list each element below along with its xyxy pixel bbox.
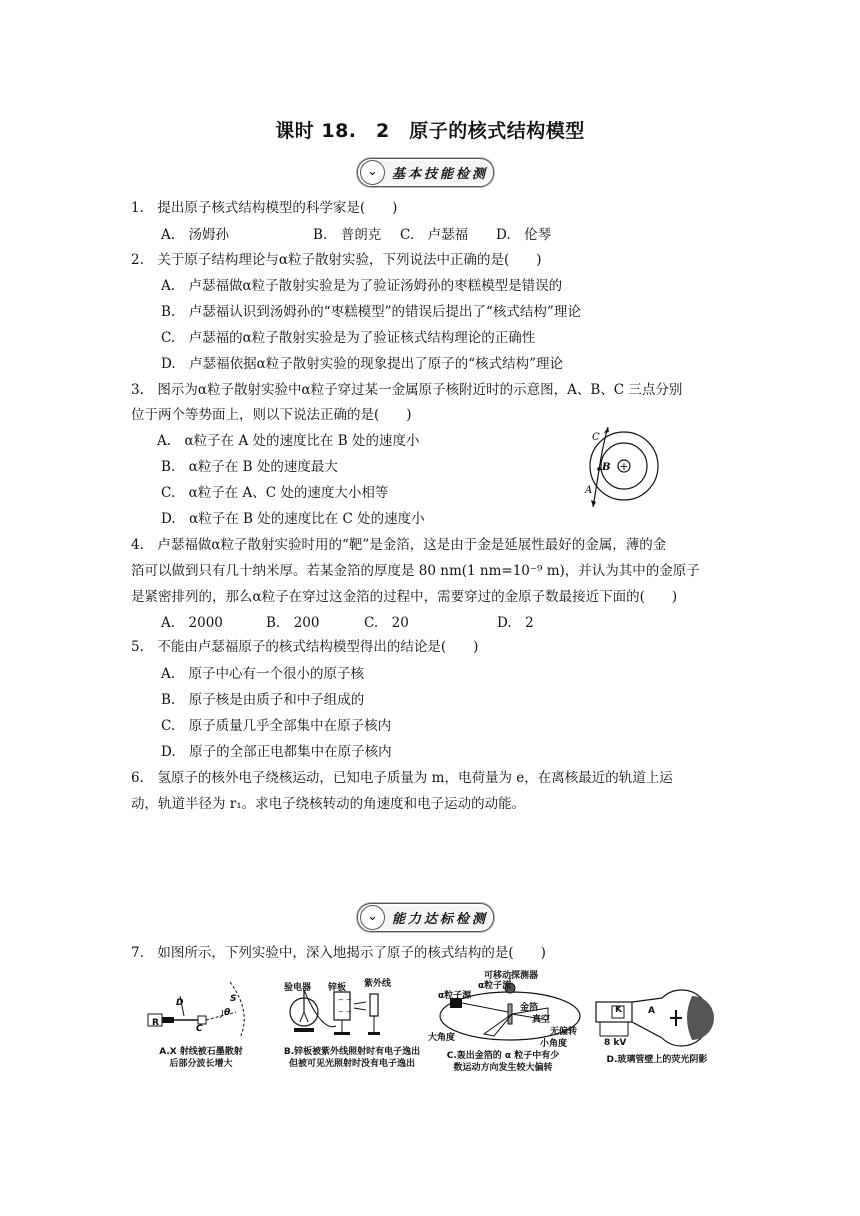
q1-option-d[interactable]: D. 伦琴 xyxy=(496,227,552,243)
question-3-stem-line2: 位于两个等势面上，则以下说法正确的是( ) xyxy=(131,407,412,423)
point-b xyxy=(597,467,601,471)
scattered-ray xyxy=(206,1012,236,1020)
fig-b-caption-2: 但被可见光照射时没有电子逸出 xyxy=(288,1059,415,1069)
electroscope-base xyxy=(294,1028,314,1032)
crystal-c xyxy=(198,1016,206,1024)
stand-base xyxy=(334,1032,350,1035)
chevron-down-icon: ⌄ xyxy=(360,905,385,930)
xray-scattering-diagram xyxy=(140,972,270,1042)
section-badge-advanced xyxy=(357,903,494,932)
q4-option-d[interactable]: D. 2 xyxy=(497,615,534,631)
label-c: C xyxy=(592,432,600,443)
label-no-deflection: 无偏转 xyxy=(550,1027,578,1037)
question-4-line3: 是紧密排列的，那么α粒子在穿过这金箔的过程中，需要穿过的金原子数最接近下面的( ) xyxy=(131,589,678,605)
label-a: A xyxy=(648,1006,655,1016)
label-r: R xyxy=(152,1018,159,1028)
question-6-line2: 动，轨道半径为 r₁。求电子绕核转动的角速度和电子运动的动能。 xyxy=(131,796,526,812)
graphite-block xyxy=(162,1017,174,1023)
uv-lamp xyxy=(370,994,378,1016)
q7-figure-d[interactable] xyxy=(592,988,722,1068)
question-7-stem: 7. 如图所示，下列实验中，深入地揭示了原子的核式结构的是( ) xyxy=(131,945,546,961)
arrow-icon xyxy=(591,500,596,507)
fig-d-caption: D.玻璃管壁上的荧光阴影 xyxy=(606,1055,708,1065)
lamp-base xyxy=(368,1032,380,1035)
section-badge-basic xyxy=(357,158,494,187)
label-theta: θ xyxy=(224,1008,231,1018)
label-vacuum: 真空 xyxy=(532,1015,551,1025)
chevron-down-icon: ⌄ xyxy=(360,160,385,185)
q4-option-c[interactable]: C. 20 xyxy=(364,615,409,631)
q5-option-b[interactable]: B. 原子核是由质子和中子组成的 xyxy=(161,692,365,708)
leaf-right xyxy=(304,1012,308,1022)
fig-c-caption-1: C.轰出金箔的 α 粒子中有少 xyxy=(446,1051,560,1061)
question-5-stem: 5. 不能由卢瑟福原子的核式结构模型得出的结论是( ) xyxy=(131,639,479,655)
tube-neck xyxy=(596,1002,632,1022)
q7-figure-b[interactable] xyxy=(272,972,432,1072)
q1-option-a[interactable]: A. 汤姆孙 xyxy=(161,227,230,243)
q1-option-c[interactable]: C. 卢瑟福 xyxy=(400,227,469,243)
large-angle-fan xyxy=(484,1014,512,1036)
q5-option-a[interactable]: A. 原子中心有一个很小的原子核 xyxy=(161,666,365,682)
label-zinc-plate: 锌板 xyxy=(328,983,347,993)
fluorescent-shadow xyxy=(687,996,714,1040)
q2-option-b[interactable]: B. 卢瑟福认识到汤姆孙的“枣糕模型”的错误后提出了“核式结构”理论 xyxy=(161,304,581,320)
label-alpha-source: α粒子源 xyxy=(438,991,472,1001)
fig-a-caption-1: A.X 射线被石墨散射 xyxy=(159,1047,243,1057)
label-d: D xyxy=(176,998,184,1008)
label-s: S xyxy=(230,994,237,1004)
q1-option-b[interactable]: B. 普朗克 xyxy=(313,227,382,243)
minus-sign: − − xyxy=(338,996,352,1004)
uv-ray xyxy=(354,1008,366,1010)
label-k: K xyxy=(615,1005,622,1015)
label-alpha-stream: α粒子流 xyxy=(478,981,512,991)
label-small-angle: 小角度 xyxy=(540,1039,568,1049)
leaf-left xyxy=(300,1012,304,1022)
q2-option-a[interactable]: A. 卢瑟福做α粒子散射实验是为了验证汤姆孙的枣糕模型是错误的 xyxy=(161,278,563,294)
q3-option-a[interactable]: A. α粒子在 A 处的速度比在 B 处的速度小 xyxy=(157,433,420,449)
q3-scattering-figure xyxy=(580,425,662,510)
section-label: 能力达标检测 xyxy=(392,912,489,927)
question-1-stem: 1. 提出原子核式结构模型的科学家是( ) xyxy=(131,200,398,216)
nucleus-plus: + xyxy=(619,460,629,473)
detector-arc xyxy=(230,982,244,1038)
fig-c-caption-2: 数运动方向发生较大偏转 xyxy=(453,1063,553,1073)
q7-figure-a[interactable] xyxy=(140,972,270,1072)
label-c: C xyxy=(196,1024,203,1034)
q2-option-c[interactable]: C. 卢瑟福的α粒子散射实验是为了验证核式结构理论的正确性 xyxy=(161,330,536,346)
q3-option-c[interactable]: C. α粒子在 A、C 处的速度大小相等 xyxy=(161,485,389,501)
question-4-line2: 箔可以做到只有几十纳米厚。若某金箔的厚度是 80 nm(1 nm=10⁻⁹ m)，并认为其中的金原子 xyxy=(131,563,700,579)
question-3-stem-line1: 3. 图示为α粒子散射实验中α粒子穿过某一金属原子核附近时的示意图，A、B、C 三点分别 xyxy=(131,382,683,398)
label-b: B xyxy=(602,462,611,473)
label-uv: 紫外线 xyxy=(364,979,392,989)
label-voltage: 8 kV xyxy=(604,1038,627,1048)
page-title: 课时 18. 2 原子的核式结构模型 xyxy=(275,120,585,142)
q5-option-c[interactable]: C. 原子质量几乎全部集中在原子核内 xyxy=(161,718,392,734)
label-detector: 可移动探测器 xyxy=(484,971,539,981)
angle-arc xyxy=(220,1010,223,1018)
question-2-stem: 2. 关于原子结构理论与α粒子散射实验，下列说法中正确的是( ) xyxy=(131,252,542,268)
question-4-line1: 4. 卢瑟福做α粒子散射实验时用的“靶”是金箔，这是由于金是延展性最好的金属，薄的金 xyxy=(131,537,667,553)
q4-option-b[interactable]: B. 200 xyxy=(266,615,320,631)
q3-option-b[interactable]: B. α粒子在 B 处的速度最大 xyxy=(161,459,338,475)
label-gold-foil: 金箔 xyxy=(520,1003,539,1013)
uv-ray xyxy=(354,1002,366,1004)
fig-a-caption-2: 后部分波长增大 xyxy=(169,1059,233,1069)
alpha-beam xyxy=(462,1003,508,1012)
q5-option-d[interactable]: D. 原子的全部正电都集中在原子核内 xyxy=(161,744,392,760)
label-large-angle: 大角度 xyxy=(428,1033,456,1043)
q3-option-d[interactable]: D. α粒子在 B 处的速度比在 C 处的速度小 xyxy=(161,511,425,527)
wire xyxy=(304,990,336,1027)
question-6-line1: 6. 氢原子的核外电子绕核运动，已知电子质量为 m，电荷量为 e，在离核最近的轨道上运 xyxy=(131,770,673,786)
minus-sign: − − xyxy=(338,1008,352,1016)
q7-figure-c[interactable] xyxy=(428,968,588,1076)
label-a: A xyxy=(585,485,593,496)
fig-b-caption-1: B.锌板被紫外线照射时有电子逸出 xyxy=(283,1047,421,1057)
q4-option-a[interactable]: A. 2000 xyxy=(161,615,223,631)
label-electroscope: 验电器 xyxy=(284,983,312,993)
q2-option-d[interactable]: D. 卢瑟福依据α粒子散射实验的现象提出了原子的“核式结构”理论 xyxy=(161,356,564,372)
section-label: 基本技能检测 xyxy=(392,167,489,182)
